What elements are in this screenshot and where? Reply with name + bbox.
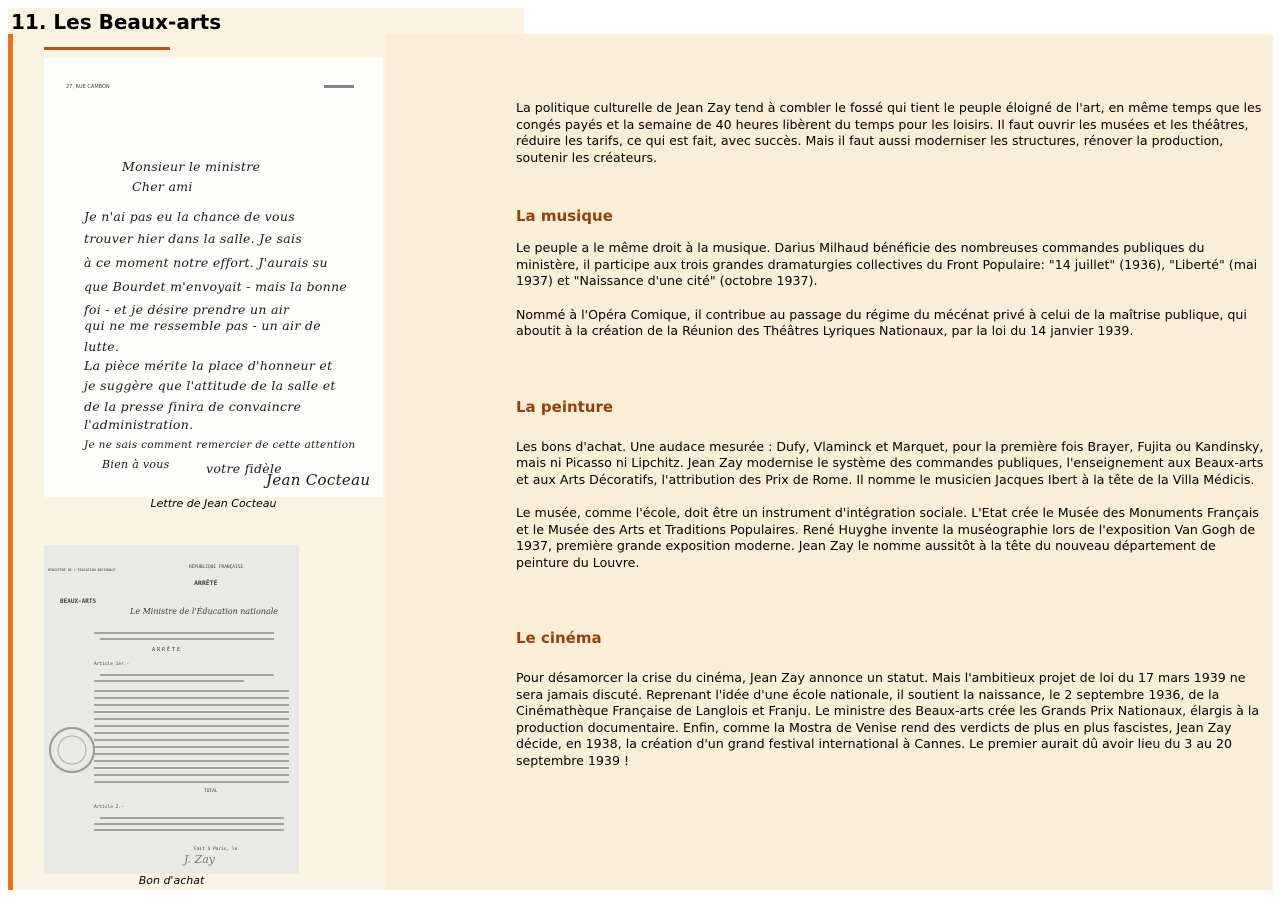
letter-image <box>44 58 383 497</box>
peinture-paragraph-2: Le musée, comme l'école, doit être un instrument d'intégration sociale. L'Etat crée le Musée des Monuments Français et le Musée des Arts et Traditions Populaires. René Huyghe invente la muséographie lors de l'exposition Van Gogh de 1937, première grande exposition moderne. Jean Zay le nomme aussitôt à la tête du nouveau département de peinture du Louvre. <box>516 505 1259 570</box>
intro-paragraph: La politique culturelle de Jean Zay tend à combler le fossé qui tient le peuple éloigné de l'art, en même temps que les congés payés et la semaine de 40 heures libèrent du temps pour les loisirs. Il faut ouvrir les musées et les théâtres, réduire les tarifs, ce qui est fait, avec succès. Mais il faut aussi moderniser les structures, rénover la production, soutenir les créateurs. <box>516 100 1262 165</box>
article-content <box>516 100 1266 769</box>
letter-line: que Bourdet m'envoyait - mais la bonne <box>84 279 348 294</box>
voucher-decree: ARRÊTE <box>152 647 183 653</box>
voucher-article-2: Article 2.- <box>94 805 124 810</box>
letter-line: à ce moment notre effort. J'aurais su <box>84 255 328 270</box>
voucher-caption: Bon d'achat <box>138 874 205 887</box>
voucher-signature: J. Zay <box>184 853 215 866</box>
handwritten-letter-scan <box>44 58 383 497</box>
voucher-image <box>44 545 299 874</box>
voucher-ministry: MINISTÈRE DE L'ÉDUCATION NATIONALE <box>48 568 116 572</box>
letter-line: Je n'ai pas eu la chance de vous <box>84 209 295 224</box>
letter-line: je suggère que l'attitude de la salle et <box>84 378 336 393</box>
letter-signature: Jean Cocteau <box>266 471 371 489</box>
heading-musique: La musique <box>516 207 613 225</box>
left-accent-border <box>8 34 13 890</box>
voucher-minister-line: Le Ministre de l'Éducation nationale <box>130 607 279 616</box>
voucher-department: BEAUX-ARTS <box>60 598 97 605</box>
letter-line: La pièce mérite la place d'honneur et <box>84 358 333 373</box>
musique-paragraph-2: Nommé à l'Opéra Comique, il contribue au passage du régime du mécénat privé à celui de la maîtrise publique, qui aboutit à la création de la Réunion des Théâtres Lyriques Nationaux, par la loi du 14 janvier 1939. <box>516 306 1247 338</box>
letter-line: de la presse finira de convaincre <box>84 399 302 414</box>
letter-line: lutte. <box>84 339 120 354</box>
letter-line: l'administration. <box>84 417 194 432</box>
voucher-article-1: Article 1er.- <box>94 662 130 667</box>
letter-letterhead: 27, RUE CAMBON <box>66 84 110 90</box>
letter-line: Monsieur le ministre <box>122 159 261 174</box>
letter-line: trouver hier dans la salle. Je sais <box>84 231 303 246</box>
letter-line: Cher ami <box>132 179 193 194</box>
letter-line: Je ne sais comment remercier de cette attention <box>84 439 356 451</box>
voucher-total: TOTAL <box>204 789 218 794</box>
letter-line: foi - et je désire prendre un air <box>84 302 290 317</box>
heading-peinture: La peinture <box>516 397 614 416</box>
letter-line: Bien à vous <box>102 458 170 471</box>
letter-closing: votre fidèle <box>206 461 282 476</box>
heading-cinema: Le cinéma <box>516 629 602 647</box>
peinture-paragraph-1: Les bons d'achat. Une audace mesurée : Dufy, Vlaminck et Marquet, pour la première fois Brayer, Fujita ou Kandinsky, mais ni Picasso ni Lipchitz. Jean Zay modernise le système des commandes publiques, l'enseignement aux Beaux-arts et aux Arts Décoratifs, l'attribution des Prix de Rome. Il nomme le musicien Jacques Ibert à la tête de la Villa Médicis. <box>516 438 1264 487</box>
page-title: 11. Les Beaux-arts <box>11 10 222 34</box>
letter-line: qui ne me ressemble pas - un air de <box>84 318 321 333</box>
voucher-republic: RÉPUBLIQUE FRANÇAISE <box>189 565 244 570</box>
purchase-voucher-scan <box>44 545 299 874</box>
cinema-paragraph-1: Pour désamorcer la crise du cinéma, Jean Zay annonce un statut. Mais l'ambitieux projet de loi du 17 mars 1939 ne sera jamais discuté. Reprenant l'idée d'une école nationale, il soutient la naissance, le 2 septembre 1936, de la Cinémathèque Française de Langlois et Franju. Le ministre des Beaux-arts crée les Grands Prix Nationaux, élargis à la production documentaire. Enfin, comme la Mostra de Venise rend des verdicts de plus en plus fascistes, Jean Zay décide, en 1938, la création d'un grand festival international à Cannes. Le premier aurait dû avoir lieu du 3 au 20 septembre 1939 ! <box>516 670 1260 768</box>
letter-caption: Lettre de Jean Cocteau <box>150 497 277 510</box>
musique-paragraph-1: Le peuple a le même droit à la musique. Darius Milhaud bénéficie des nombreuses commandes publiques du ministère, il participe aux trois grandes dramaturgies collectives du Front Populaire: "14 juillet" (1936), "Liberté" (mai 1937) et "Naissance d'une cité" (octobre 1937). <box>516 240 1258 288</box>
voucher-sign-text: Fait à Paris, le <box>194 847 238 852</box>
title-underline <box>44 47 170 50</box>
voucher-doc-title: ARRÊTÉ <box>194 579 218 587</box>
